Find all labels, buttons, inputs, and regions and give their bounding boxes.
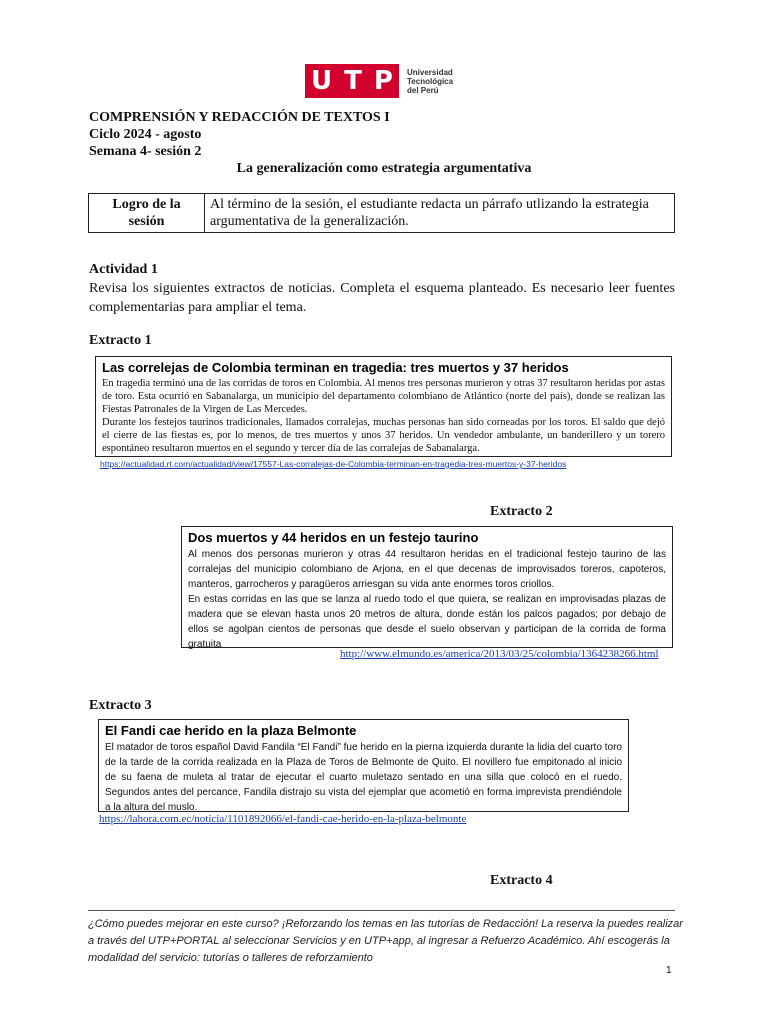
cycle-label: Ciclo 2024 - agosto <box>89 127 202 142</box>
footer-note: ¿Cómo puedes mejorar en este curso? ¡Reforzando los temas en las tutorías de Redacción! La reserva la puedes realizar a través del UTP+PORTAL al seleccionar Servicios y en UTP+app, al ingresar a Refuerzo Académico. Ahí escogerás la modalidad del servicio: tutorías o talleres de reforzamiento <box>88 918 683 964</box>
extract-2-link[interactable]: http://www.elmundo.es/america/2013/03/25/colombia/1364238266.html <box>340 648 659 660</box>
extract-4-label: Extracto 4 <box>490 873 553 888</box>
activity-instructions: Revisa los siguientes extractos de noticias. Completa el esquema planteado. Es necesario leer fuentes complementarias para ampliar el tema. <box>89 281 675 315</box>
extract-3-box <box>98 719 629 812</box>
logo-line-3: del Perú <box>407 85 439 95</box>
extract-3-label: Extracto 3 <box>89 698 152 713</box>
logo-letter-u: U <box>311 66 333 96</box>
utp-logo-mark <box>305 64 399 98</box>
extract-1-paragraph-1: En tragedia terminó una de las corridas de toros en Colombia. Al menos tres personas murieron y otras 37 resultaron heridas por astas de toro. Esta ocurrió en Sabanalarga, un municipio del departamento colombiano de Atlántico (norte del país), donde se realizan las Fiestas Patronales de la Virgen de Las Mercedes. <box>102 378 665 415</box>
extract-3-paragraph-1: El matador de toros español David Fandila “El Fandi” fue herido en la pierna izquierda durante la lidia del cuarto toro de la tarde de la corrida realizada en la Plaza de Toros de Belmonte de Quito. El novillero fue empitonado al inicio de su faena de muleta al tratar de ejecutar el cuarto muletazo sentado en una silla que colocó en el ruedo. Segundos antes del percance, Fandila distrajo su vista del ejemplar que acometió en forma imprevista prendiéndole a la altura del muslo. <box>105 742 622 813</box>
extract-1-box <box>95 356 672 457</box>
extract-2-title: Dos muertos y 44 heridos en un festejo taurino <box>188 530 479 545</box>
logro-table <box>88 193 675 233</box>
course-title: COMPRENSIÓN Y REDACCIÓN DE TEXTOS I <box>89 110 390 125</box>
week-label: Semana 4- sesión 2 <box>89 144 202 159</box>
extract-1-label: Extracto 1 <box>89 333 152 348</box>
extract-2-paragraph-2: En estas corridas en las que se lanza al ruedo todo el que quiera, se realizan en improvisadas plazas de madera que se elevan hasta unos 20 metros de altura, donde están los palcos pagados; por debajo de ellos se agolpan cientos de personas que desde el suelo observan y participan de la corrida de forma gratuita <box>188 594 666 650</box>
extract-1-paragraph-2: Durante los festejos taurinos tradicionales, llamados corralejas, muchas personas han sido corneadas por los toros. El saldo que dejó el cierre de las fiestas es, por lo menos, de tres muertos y unos 37 heridos. Un vendedor ambulante, un banderillero y un torero espontáneo resultaron muertos en el segundo y tercer día de las corralejas de Sabanalarga. <box>102 417 665 454</box>
session-topic: La generalización como estrategia argumentativa <box>236 161 532 176</box>
logo-letter-t: T <box>344 66 362 96</box>
logro-text: Al término de la sesión, el estudiante redacta un párrafo utlizando la estrategia argumentativa de la generalización. <box>205 194 675 233</box>
logo-wordmark <box>407 68 453 95</box>
extract-2-label: Extracto 2 <box>490 504 553 519</box>
extract-1-title: Las correlejas de Colombia terminan en tragedia: tres muertos y 37 heridos <box>102 360 569 375</box>
logo-line-2: Tecnológica <box>407 76 454 86</box>
activity-title: Actividad 1 <box>89 262 158 277</box>
extract-3-link[interactable]: https://lahora.com.ec/noticia/1101892066/el-fandi-cae-herido-en-la-plaza-belmonte <box>99 813 467 825</box>
page-number: 1 <box>666 965 672 976</box>
extract-1-link[interactable]: https://actualidad.rt.com/actualidad/view/17557-Las-corralejas-de-Colombia-terminan-en-tragedia-tres-muertos-y-37-heridos <box>100 459 567 469</box>
footer-divider <box>88 910 675 911</box>
logo-letter-p: P <box>373 66 393 96</box>
logro-label: Logro de la sesión <box>89 194 205 233</box>
extract-2-paragraph-1: Al menos dos personas murieron y otras 44 resultaron heridas en el tradicional festejo taurino de las corralejas del municipio colombiano de Arjona, en el que decenas de improvisados toreros, capoteros, manteros, garrocheros y paragüeros arriesgan su vida ante enormes toros criollos. <box>188 549 666 590</box>
extract-3-title: El Fandi cae herido en la plaza Belmonte <box>105 723 357 738</box>
logo-line-1: Universidad <box>407 67 453 77</box>
utp-logo <box>305 64 453 98</box>
extract-2-box <box>181 526 673 648</box>
